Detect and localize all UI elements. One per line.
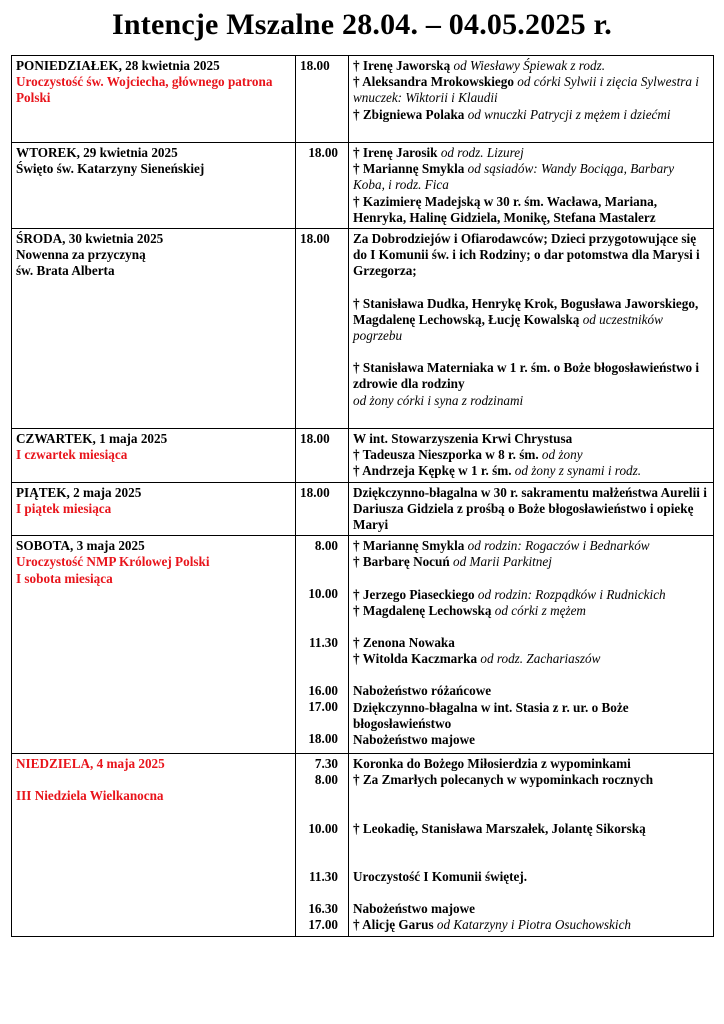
mass-time: 10.00 — [308, 820, 338, 836]
intentions-cell — [349, 229, 714, 429]
intention: † Barbarę Nocuń — [353, 554, 450, 570]
intention-donor: od rodz. Zachariaszów — [477, 651, 601, 667]
intention: Uroczystość I Komunii świętej. — [353, 868, 528, 884]
mass-time: 7.30 — [314, 756, 338, 772]
intention-donor: od Katarzyny i Piotra Osuchowskich — [433, 917, 632, 933]
feast-label: św. Brata Alberta — [16, 263, 115, 279]
mass-time: 17.00 — [308, 917, 338, 933]
intentions-cell — [349, 482, 714, 536]
intentions-cell — [349, 754, 714, 937]
intention: † Magdalenę Lechowską — [353, 602, 492, 618]
intention: † Tadeusza Nieszporka w 8 r. śm. — [353, 447, 539, 463]
mass-time: 18.00 — [308, 731, 338, 747]
intention-donor: od żony — [538, 447, 583, 463]
feast-label: Nowenna za przyczyną — [16, 247, 146, 263]
feast-label: III Niedziela Wielkanocna — [16, 788, 164, 804]
intention: † Alicję Garus — [353, 917, 434, 933]
intention-donor: od sąsiadów: Wandy Bociąga, Barbary Koba, i rodz. Fica — [353, 161, 675, 193]
intention-donor: od żony z synami i rodz. — [511, 463, 642, 479]
intention: † Stanisława Materniaka w 1 r. śm. o Boże błogosławieństwo i zdrowie dla rodziny — [353, 360, 700, 392]
feast-label: I piątek miesiąca — [16, 500, 112, 516]
time-cell — [296, 429, 349, 483]
mass-time: 11.30 — [309, 868, 338, 884]
day-cell — [12, 482, 296, 536]
intention-donor: od córki z mężem — [491, 602, 586, 618]
intention: † Irenę Jarosik — [353, 145, 438, 160]
intention: Za Dobrodziejów i Ofiarodawców; Dzieci przygotowujące się do I Komunii św. i ich Rodziny; o dar potomstwa dla Marysi i Grzegorza; — [353, 231, 700, 279]
table-row — [12, 754, 714, 937]
mass-time: 17.00 — [308, 699, 338, 715]
time-cell — [296, 536, 349, 754]
intentions-cell — [349, 56, 714, 143]
table-row — [12, 143, 714, 229]
intention-donor: od Wiesławy Śpiewak z rodz. — [450, 58, 606, 73]
intention: † Witolda Kaczmarka — [353, 651, 478, 667]
table-row — [12, 429, 714, 483]
mass-time: 16.00 — [308, 682, 338, 698]
day-name: WTOREK, 29 kwietnia 2025 — [16, 145, 178, 160]
mass-time: 18.00 — [308, 145, 338, 160]
intention: Dziękczynno-błagalna w int. Stasia z r. ur. o Boże błogosławieństwo — [353, 699, 629, 731]
intentions-cell — [349, 143, 714, 229]
intention: Nabożeństwo majowe — [353, 901, 475, 917]
intention-donor: od żony córki i syna z rodzinami — [353, 392, 524, 408]
feast-label: I sobota miesiąca — [16, 570, 113, 586]
intention: Nabożeństwo majowe — [353, 732, 475, 748]
day-name: PONIEDZIAŁEK, 28 kwietnia 2025 — [16, 58, 220, 73]
day-cell — [12, 143, 296, 229]
day-name: ŚRODA, 30 kwietnia 2025 — [16, 231, 164, 247]
time-cell — [296, 143, 349, 229]
mass-time: 10.00 — [308, 586, 338, 602]
table-row — [12, 56, 714, 143]
day-name: PIĄTEK, 2 maja 2025 — [16, 484, 142, 500]
mass-time: 16.30 — [308, 901, 338, 917]
intention: Koronka do Bożego Miłosierdzia z wypominkami — [353, 756, 631, 772]
intention-donor: od rodzin: Rogaczów i Bednarków — [464, 538, 650, 554]
day-cell — [12, 754, 296, 937]
feast-label: I czwartek miesiąca — [16, 447, 128, 463]
time-cell — [296, 754, 349, 937]
intention: † Andrzeja Kępkę w 1 r. śm. — [353, 463, 512, 479]
intention: † Irenę Jaworską — [353, 58, 451, 73]
mass-intentions-table — [11, 55, 714, 937]
mass-time: 18.00 — [300, 231, 330, 247]
day-cell — [12, 536, 296, 754]
intentions-cell — [349, 429, 714, 483]
intention: † Kazimierę Madejską w 30 r. śm. Wacława, Mariana, Henryka, Halinę Gidziela, Monikę, Stefana Mastalerz — [353, 193, 658, 225]
mass-time: 8.00 — [314, 772, 338, 788]
intention: † Za Zmarłych polecanych w wypominkach rocznych — [353, 772, 654, 788]
page-title: Intencje Mszalne 28.04. – 04.05.2025 r. — [112, 8, 612, 41]
time-cell — [296, 482, 349, 536]
intention: † Stanisława Dudka, Henrykę Krok, Bogusława Jaworskiego, Magdalenę Lechowską, Łucję Kowalską — [353, 295, 699, 327]
intention: † Jerzego Piaseckiego — [353, 586, 475, 602]
time-cell — [296, 229, 349, 429]
intention-donor: od rodz. Lizurej — [437, 145, 524, 160]
intention-donor: od wnuczki Patrycji z mężem i dziećmi — [464, 106, 671, 122]
intention: Nabożeństwo różańcowe — [353, 683, 492, 699]
mass-time: 18.00 — [300, 484, 330, 500]
intention: † Aleksandra Mrokowskiego — [353, 74, 514, 90]
feast-label: Święto św. Katarzyny Sieneńskiej — [16, 161, 205, 177]
table-row — [12, 482, 714, 536]
mass-time: 18.00 — [300, 58, 330, 73]
feast-label: Uroczystość NMP Królowej Polski — [16, 554, 210, 570]
day-name: NIEDZIELA, 4 maja 2025 — [16, 756, 165, 772]
feast-label: Uroczystość św. Wojciecha, głównego patrona Polski — [16, 74, 273, 106]
intention-donor: od rodzin: Rozpądków i Rudnickich — [474, 586, 666, 602]
mass-time: 8.00 — [314, 538, 338, 554]
table-row — [12, 229, 714, 429]
intention: † Zenona Nowaka — [353, 635, 455, 651]
intention: Dziękczynno-błagalna w 30 r. sakramentu małżeństwa Aurelii i Dariusza Gidziela z prośbą o Boże błogosławieństwo i opiekę Maryi — [353, 484, 707, 533]
mass-time: 18.00 — [300, 431, 330, 447]
intention: † Mariannę Smykla — [353, 538, 465, 554]
intention: † Leokadię, Stanisława Marszałek, Jolantę Sikorską — [353, 820, 646, 836]
intention-donor: od córki Sylwii i zięcia Sylwestra i wnuczek: Wiktorii i Klaudii — [353, 74, 699, 106]
table-row — [12, 536, 714, 754]
day-cell — [12, 429, 296, 483]
day-cell — [12, 229, 296, 429]
day-cell — [12, 56, 296, 143]
intentions-cell — [349, 536, 714, 754]
intention: W int. Stowarzyszenia Krwi Chrystusa — [353, 431, 573, 447]
intention: † Mariannę Smykla — [353, 161, 465, 177]
mass-time: 11.30 — [309, 634, 338, 650]
intention-donor: od uczestników pogrzebu — [353, 311, 663, 344]
time-cell — [296, 56, 349, 143]
intention: † Zbigniewa Polaka — [353, 106, 465, 122]
intention-donor: od Marii Parkitnej — [449, 554, 552, 570]
day-name: SOBOTA, 3 maja 2025 — [16, 538, 145, 554]
day-name: CZWARTEK, 1 maja 2025 — [16, 431, 168, 447]
